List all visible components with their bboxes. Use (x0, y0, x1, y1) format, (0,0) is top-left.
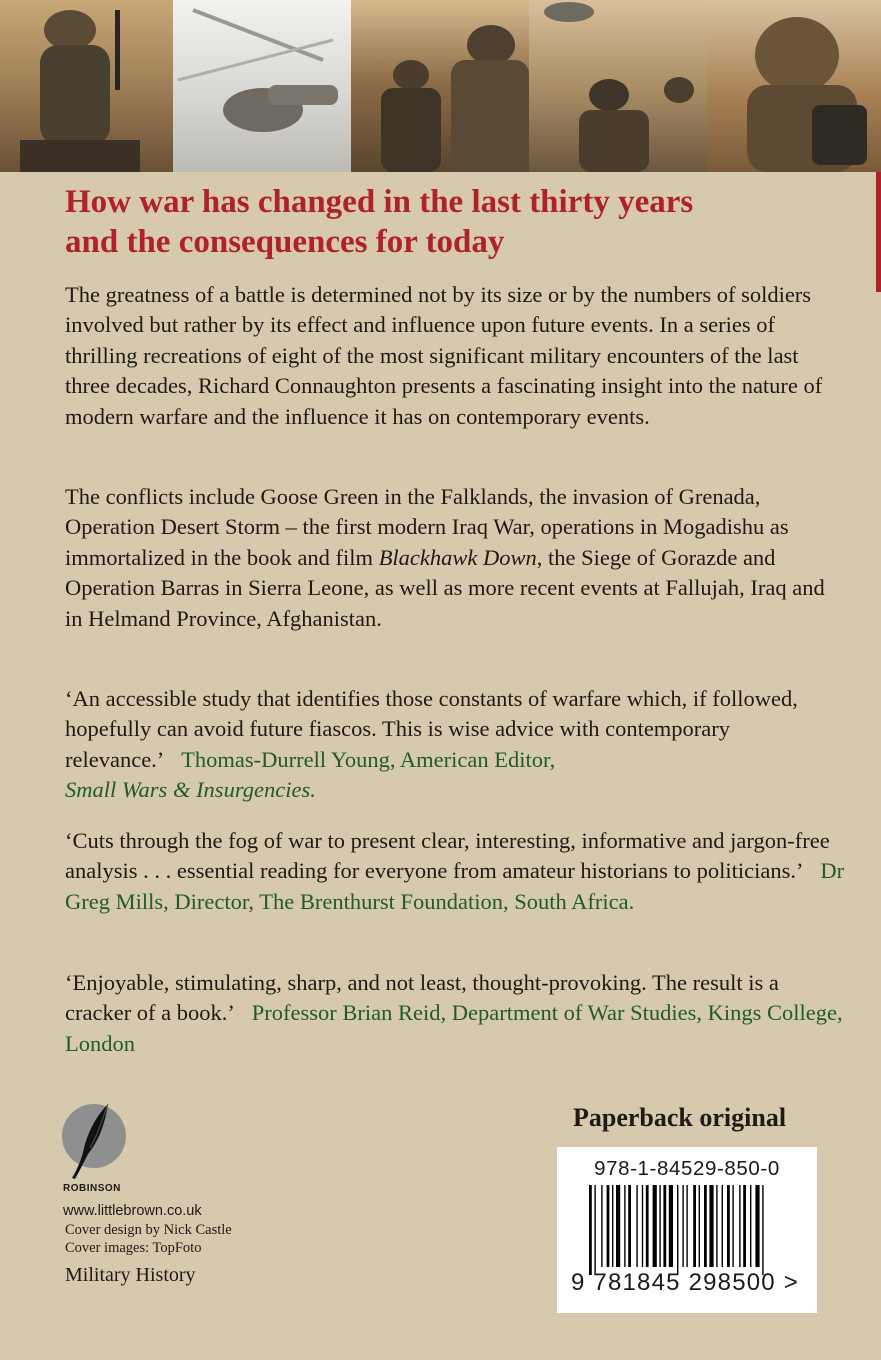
publisher-website[interactable]: www.littlebrown.co.uk (63, 1203, 202, 1219)
paragraph-2-text-a: The conflicts include Goose Green in the Falklands, the invasion of Grenada, Operation Desert Storm – the first modern Iraq War, operations in Mogadishu as immortalized in the book and film (65, 484, 789, 570)
film-title: Blackhawk Down (378, 544, 537, 570)
quote-1-attribution: Thomas-Durrell Young, American Editor, (181, 746, 556, 772)
cover-design-credit: Cover design by Nick Castle (65, 1222, 232, 1238)
quote-3-attribution: Professor Brian Reid, Department of War Studies, Kings College, London (65, 1000, 843, 1056)
cover-images-credit: Cover images: TopFoto (65, 1240, 202, 1256)
publisher-logo-label: ROBINSON (63, 1183, 121, 1194)
soldiers-firing-image (529, 0, 707, 172)
photo-soldiers-group (351, 0, 529, 172)
photo-soldier-radio (0, 0, 173, 172)
headline-line-2: and the consequences for today (65, 224, 505, 260)
isbn-text: 978-1-84529-850-0 (594, 1157, 780, 1180)
quote-2-attribution: Dr Greg Mills, Director, The Brenthurst Foundation, South Africa. (65, 858, 845, 914)
category-label: Military History (65, 1264, 196, 1286)
isbn-digits: 9 781845 298500 > (571, 1269, 799, 1296)
description-paragraph-1: The greatness of a battle is determined not by its size or by the numbers of soldiers involved but rather by its effect and influence upon future events. In a series of thrilling recreations of eight of the most significant military encounters of the last three decades, Richard Connaughton presents a fascinating insight into the nature of modern warfare and the influence it has on contemporary events. (65, 282, 823, 429)
headline (65, 182, 855, 262)
review-quote-1 (65, 684, 845, 806)
quote-1-publication: Small Wars & Insurgencies. (65, 777, 316, 803)
paragraph-2-text-b: , the Siege of Gorazde and Operation Barras in Sierra Leone, as well as more recent events at Fallujah, Iraq and in Helmand Province, Afghanistan. (65, 544, 825, 631)
quill-icon (62, 1100, 126, 1180)
right-edge-stripe (876, 172, 881, 292)
photo-helicopter (173, 0, 351, 172)
helicopter-image (173, 0, 351, 172)
soldier-radio-image (0, 0, 173, 172)
paperback-original-label: Paperback original (573, 1103, 787, 1132)
photo-soldiers-firing (529, 0, 707, 172)
quote-2-text: ‘Cuts through the fog of war to present clear, interesting, informative and jargon-free analysis . . . essential reading for everyone from amateur historians to politicians.’ (65, 828, 830, 884)
headline-line-1: How war has changed in the last thirty years (65, 184, 694, 220)
isbn-barcode (557, 1147, 817, 1313)
soldier-helmet-image (707, 0, 881, 172)
review-quote-2 (65, 826, 845, 917)
cover-photo-strip (0, 0, 881, 172)
quote-3-text: ‘Enjoyable, stimulating, sharp, and not least, thought-provoking. The result is a cracker of a book.’ (65, 970, 779, 1026)
robinson-quill-logo (62, 1104, 126, 1168)
photo-soldier-helmet (707, 0, 881, 172)
soldiers-group-image (351, 0, 529, 172)
description-paragraph-2 (65, 482, 845, 634)
review-quote-3 (65, 968, 845, 1059)
quote-1-text: ‘An accessible study that identifies those constants of warfare which, if followed, hopefully can avoid future fiascos. This is wise advice with contemporary relevance.’ (65, 686, 798, 772)
